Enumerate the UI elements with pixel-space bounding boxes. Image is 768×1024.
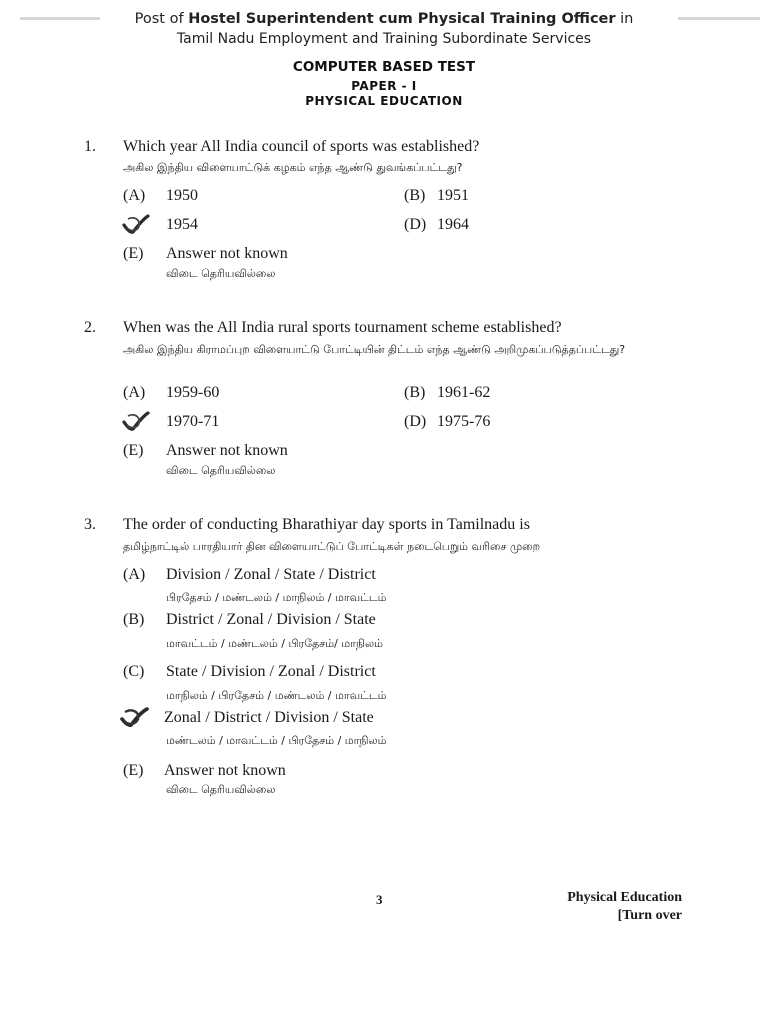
header-service-line: Tamil Nadu Employment and Training Subordinate Services xyxy=(176,31,592,47)
option-label: (B) xyxy=(123,611,145,628)
option-label: (D) xyxy=(404,216,427,233)
footer-subject: Physical Education xyxy=(567,890,682,905)
option-text: 1954 xyxy=(166,216,198,233)
answer-tick-mark xyxy=(120,410,152,432)
option-label: (D) xyxy=(404,413,427,430)
test-title: COMPUTER BASED TEST xyxy=(292,59,476,75)
option-label: (E) xyxy=(123,442,144,459)
question-tamil: அகில இந்திய விளையாட்டுக் கழகம் எந்த ஆண்டு துவங்கப்பட்டது? xyxy=(123,161,463,174)
answer-tick-mark xyxy=(120,213,152,235)
question-number: 3. xyxy=(84,516,96,533)
option-tamil: விடை தெரியவில்லை xyxy=(166,783,276,796)
option-text: 1961-62 xyxy=(437,384,491,401)
option-text: Answer not known xyxy=(166,442,288,459)
option-tamil: மாவட்டம் / மண்டலம் / பிரதேசம்/ மாநிலம் xyxy=(166,637,383,650)
header-post-line xyxy=(0,11,768,27)
header-post-name: Hostel Superintendent cum Physical Training Officer xyxy=(188,11,616,27)
question-tamil: தமிழ்நாட்டில் பாரதியார் தின விளையாட்டுப் போட்டிகள் நடைபெறும் வரிசை முறை xyxy=(123,540,541,553)
question-english: When was the All India rural sports tournament scheme established? xyxy=(123,319,562,336)
option-text: Answer not known xyxy=(164,762,286,779)
header-post-prefix: Post of xyxy=(134,11,189,27)
option-text: District / Zonal / Division / State xyxy=(166,611,376,628)
option-text: 1970-71 xyxy=(166,413,220,430)
option-text: 1959-60 xyxy=(166,384,220,401)
option-text: State / Division / Zonal / District xyxy=(166,663,376,680)
option-tamil: மண்டலம் / மாவட்டம் / பிரதேசம் / மாநிலம் xyxy=(166,734,387,747)
page-number: 3 xyxy=(376,892,383,907)
option-label: (B) xyxy=(404,187,426,204)
option-label: (A) xyxy=(123,187,146,204)
option-text: Division / Zonal / State / District xyxy=(166,566,376,583)
option-label: (A) xyxy=(123,566,146,583)
option-text: 1951 xyxy=(437,187,469,204)
option-text: Answer not known xyxy=(166,245,288,262)
question-tamil: அகில இந்திய கிராமப்புற விளையாட்டு போட்டியின் திட்டம் எந்த ஆண்டு அறிமுகப்படுத்தப்பட்டது? xyxy=(123,343,626,356)
option-tamil: விடை தெரியவில்லை xyxy=(166,267,276,280)
option-tamil: விடை தெரியவில்லை xyxy=(166,464,276,477)
answer-tick-mark xyxy=(118,706,150,728)
question-english: Which year All India council of sports was established? xyxy=(123,138,480,155)
option-text: 1950 xyxy=(166,187,198,204)
paper-title: PAPER - I xyxy=(351,79,417,93)
footer-turn-over: [Turn over xyxy=(617,908,682,923)
question-number: 1. xyxy=(84,138,96,155)
header-post-suffix: in xyxy=(615,11,634,27)
option-label: (E) xyxy=(123,245,144,262)
option-label: (C) xyxy=(123,663,145,680)
option-label: (E) xyxy=(123,762,144,779)
option-text: 1975-76 xyxy=(437,413,491,430)
option-tamil: பிரதேசம் / மண்டலம் / மாநிலம் / மாவட்டம் xyxy=(166,591,387,604)
option-text: 1964 xyxy=(437,216,469,233)
subject-title: PHYSICAL EDUCATION xyxy=(305,94,463,108)
option-label: (A) xyxy=(123,384,146,401)
question-english: The order of conducting Bharathiyar day sports in Tamilnadu is xyxy=(123,516,530,533)
option-tamil: மாநிலம் / பிரதேசம் / மண்டலம் / மாவட்டம் xyxy=(166,689,387,702)
option-text: Zonal / District / Division / State xyxy=(164,709,374,726)
option-label: (B) xyxy=(404,384,426,401)
question-number: 2. xyxy=(84,319,96,336)
